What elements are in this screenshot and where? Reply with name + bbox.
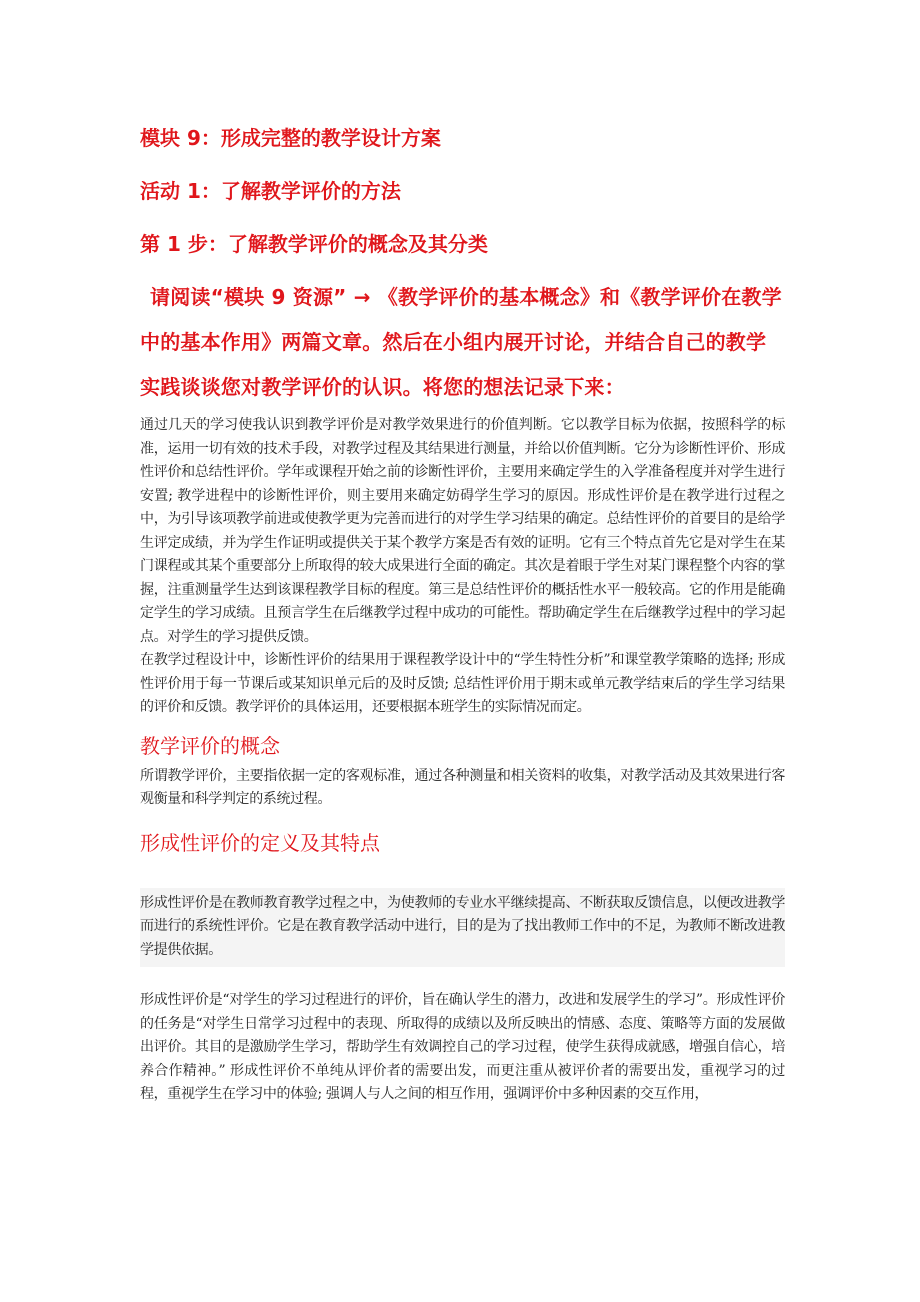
formative-features-paragraph: 形成性评价是“对学生的学习过程进行的评价，旨在确认学生的潜力，改进和发展学生的学习”。形成性评价的任务是“对学生日常学习过程中的表现、所取得的成绩以及所反映出的情感、态度、策略等方面的发展做出评价。其目的是激励学生学习，帮助学生有效调控自己的学习过程，使学生获得成就感，增强自信心，培养合作精神。” 形成性评价不单纯从评价者的需要出发，而更注重从被评价者的需要出发，重视学习的过程，重视学生在学习中的体验; 强调人与人之间的相互作用，强调评价中多种因素的交互作用， xyxy=(140,992,785,1102)
activity-title: 活动 1：了解教学评价的方法 xyxy=(140,179,401,203)
step-title: 第 1 步：了解教学评价的概念及其分类 xyxy=(140,232,488,256)
answer-paragraph-1: 通过几天的学习使我认识到教学评价是对教学效果进行的价值判断。它以教学目标为依据，按照科学的标准，运用一切有效的技术手段，对教学过程及其结果进行测量，并给以价值判断。它分为诊断性评价、形成性评价和总结性评价。学年或课程开始之前的诊断性评价，主要用来确定学生的入学准备程度并对学生进行安置; 教学进程中的诊断性评价，则主要用来确定妨碍学生学习的原因。形成性评价是在教学进行过程之中，为引导该项教学前进或使教学更为完善而进行的对学生学习结果的确定。总结性评价的首要目的是给学生评定成绩，并为学生作证明或提供关于某个教学方案是否有效的证明。它有三个特点首先它是对学生在某门课程或其某个重要部分上所取得的较大成果进行全面的确定。其次是着眼于学生对某门课程整个内容的掌握，注重测量学生达到该课程教学目标的程度。第三是总结性评价的概括性水平一般较高。它的作用是能确定学生的学习成绩。且预言学生在后继教学过程中成功的可能性。帮助确定学生在后继教学过程中的学习起点。对学生的学习提供反馈。 xyxy=(140,417,785,645)
section-heading-formative: 形成性评价的定义及其特点 xyxy=(140,830,380,855)
reading-prompt: 请阅读“模块 9 资源” → 《教学评价的基本概念》和《教学评价在教学中的基本作用》两篇文章。然后在小组内展开讨论，并结合自己的教学实践谈谈您对教学评价的认识。将您的想法记录下来： xyxy=(140,285,782,399)
document-page xyxy=(140,118,785,1107)
module-title: 模块 9：形成完整的教学设计方案 xyxy=(140,126,441,150)
section-heading-concept: 教学评价的概念 xyxy=(140,733,280,758)
concept-paragraph: 所谓教学评价，主要指依据一定的客观标准，通过各种测量和相关资料的收集，对教学活动及其效果进行客观衡量和科学判定的系统过程。 xyxy=(140,767,785,807)
answer-paragraph-2: 在教学过程设计中，诊断性评价的结果用于课程教学设计中的“学生特性分析”和课堂教学策略的选择; 形成性评价用于每一节课后或某知识单元后的及时反馈; 总结性评价用于期末或单元教学结束后的学生学习结果的评价和反馈。教学评价的具体运用，还要根据本班学生的实际情况而定。 xyxy=(140,652,785,715)
formative-definition-text: 形成性评价是在教师教育教学过程之中，为使教师的专业水平继续提高、不断获取反馈信息，以便改进教学而进行的系统性评价。它是在教育教学活动中进行，目的是为了找出教师工作中的不足，为教师不断改进教学提供依据。 xyxy=(140,894,785,958)
formative-definition-quote xyxy=(140,888,785,968)
